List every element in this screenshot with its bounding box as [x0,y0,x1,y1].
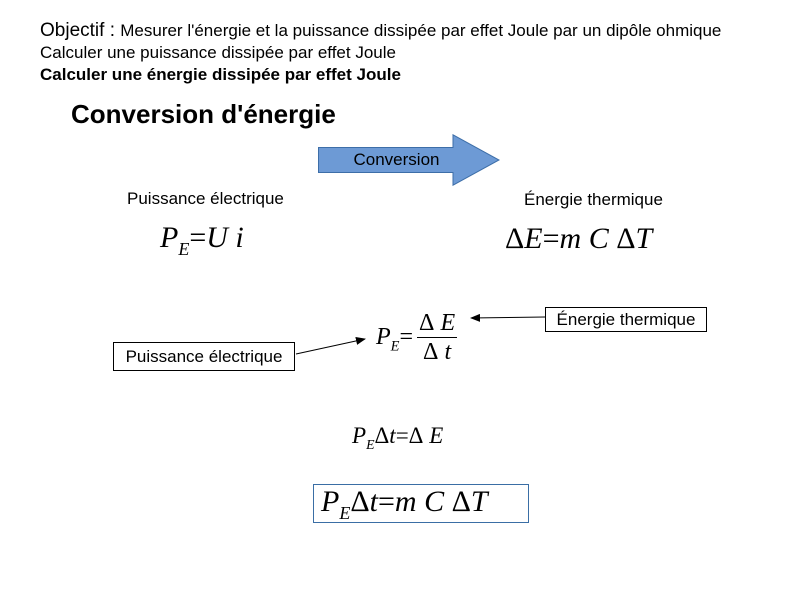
objective-lead: Objectif : [40,20,121,41]
symbol-t: t [369,485,378,518]
delta-symbol: Δ [616,222,636,255]
fraction-numerator [417,309,457,337]
symbol-t: t [389,423,396,448]
symbol-c: C [588,222,609,255]
delta-symbol: Δ [408,423,424,448]
symbol-t: T [470,485,488,518]
subscript-e: E [366,437,375,453]
symbol-p: P [352,423,367,448]
equals-sign: = [377,485,395,518]
objective-line-2: Calculer une puissance dissipée par effet Joule [40,43,396,62]
delta-symbol: Δ [505,222,525,255]
arrow-to-energy-icon [471,317,545,318]
subscript-e: E [390,338,400,355]
delta-symbol: Δ [419,309,435,336]
formula-energy-balance [352,420,443,452]
symbol-p: P [376,324,391,350]
symbol-p: P [160,221,179,254]
fraction-denominator [423,338,451,366]
subscript-e: E [339,503,351,524]
callout-energy: Énergie thermique [545,307,707,332]
delta-symbol: Δ [350,485,370,518]
formula-final-boxed [313,484,529,523]
symbol-e: E [440,309,456,336]
objective-text: Mesurer l'énergie et la puissance dissipée par effet Joule par un dipôle ohmique [120,21,722,40]
symbol-c: C [424,485,445,518]
delta-symbol: Δ [374,423,390,448]
equals-sign: = [189,221,207,254]
left-label: Puissance électrique [127,189,284,208]
subscript-e: E [178,239,190,260]
right-label: Énergie thermique [524,190,663,209]
conversion-label: Conversion [353,150,440,169]
arrow-to-power-icon [296,339,365,354]
symbol-e: E [429,423,444,448]
equals-sign: = [542,222,560,255]
symbol-p: P [321,485,340,518]
symbol-m: m [559,222,582,255]
equals-sign: = [399,324,414,350]
objective-line-3: Calculer une énergie dissipée par effet Joule [40,65,401,84]
formula-fraction [376,305,457,369]
formula-energy [505,219,652,259]
callout-power: Puissance électrique [113,342,295,371]
delta-symbol: Δ [423,338,439,365]
fraction [417,309,457,366]
symbol-i: i [235,221,244,254]
page-title: Conversion d'énergie [71,99,336,129]
formula-power [160,218,244,258]
delta-symbol: Δ [451,485,471,518]
symbol-e: E [524,222,543,255]
objective-line [40,20,721,42]
symbol-t: t [444,338,452,365]
symbol-m: m [394,485,417,518]
symbol-t: T [635,222,653,255]
equals-sign: = [395,423,409,448]
symbol-u: U [206,221,228,254]
